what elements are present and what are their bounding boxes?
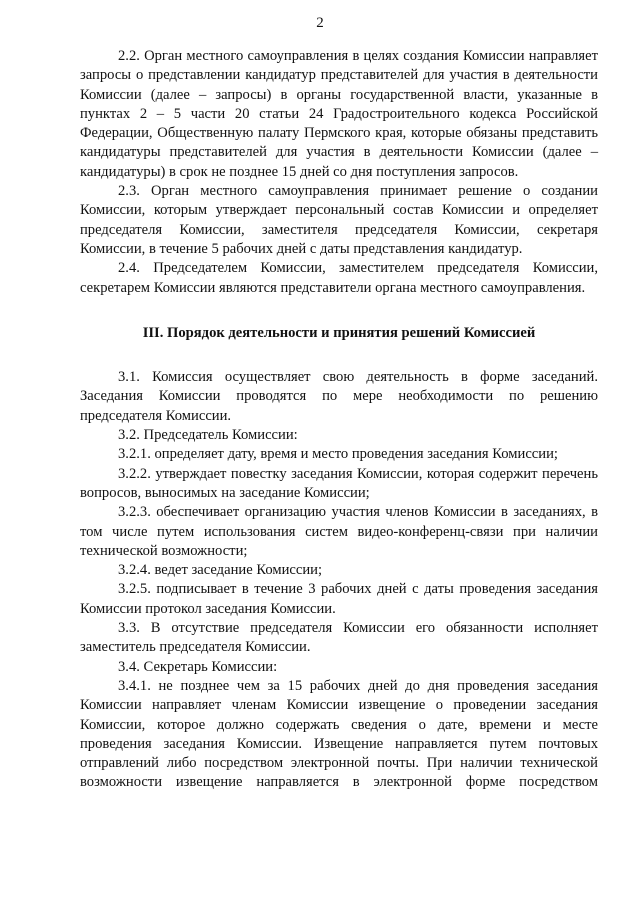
paragraph-3-2-1: 3.2.1. определяет дату, время и место проведения заседания Комиссии; [118, 446, 558, 463]
paragraph-3-2-3: 3.2.3. обеспечивает организацию участия членов Комиссии в заседаниях, в том числе путем использования систем видео-конференц-связи при наличии технической возможности; [80, 504, 598, 559]
paragraph-3-4: 3.4. Секретарь Комиссии: [118, 658, 278, 675]
paragraph-3-4-1: 3.4.1. не позднее чем за 15 рабочих дней до дня проведения заседания Комиссии направляет членам Комиссии извещение о проведении заседания Комиссии, которое должно содержать сведения о дате, времени и месте проведения заседания Комиссии. Извещение направляется путем почтовых отправлений либо посредством электронной почты. При наличии технической возможности извещение направляется в электронной форме посредством [80, 677, 598, 791]
paragraph-3-2-5: 3.2.5. подписывает в течение 3 рабочих дней с даты проведения заседания Комиссии протокол заседания Комиссии. [80, 581, 598, 617]
document-body [80, 47, 598, 793]
paragraph-3-2: 3.2. Председатель Комиссии: [118, 427, 298, 444]
section-3-heading: III. Порядок деятельности и принятия решений Комиссией [142, 324, 536, 341]
paragraph-2-3: 2.3. Орган местного самоуправления принимает решение о создании Комиссии, которым утверждает персональный состав Комиссии и определяет председателя Комиссии, заместителя председателя Комиссии, секретаря Комиссии, в течение 5 рабочих дней с даты представления кандидатур. [80, 183, 598, 257]
paragraph-3-2-4: 3.2.4. ведет заседание Комиссии; [118, 562, 323, 579]
paragraph-2-4: 2.4. Председателем Комиссии, заместителем председателя Комиссии, секретарем Комиссии являются представители органа местного самоуправления. [80, 260, 598, 296]
paragraph-2-2: 2.2. Орган местного самоуправления в целях создания Комиссии направляет запросы о представлении кандидатур представителей для участия в деятельности Комиссии (далее – запросы) в органы государственной власти, указанные в пунктах 2 – 5 части 20 статьи 24 Градостроительного кодекса Российской Федерации, Общественную палату Пермского края, которые обязаны представить кандидатуры представителей для участия в деятельности Комиссии (далее – кандидатуры) в срок не позднее 15 дней со дня поступления запросов. [80, 48, 598, 180]
paragraph-3-2-2: 3.2.2. утверждает повестку заседания Комиссии, которая содержит перечень вопросов, выносимых на заседание Комиссии; [80, 465, 598, 501]
paragraph-3-3: 3.3. В отсутствие председателя Комиссии его обязанности исполняет заместитель председателя Комиссии. [80, 620, 598, 656]
page-number: 2 [316, 15, 324, 31]
paragraph-3-1: 3.1. Комиссия осуществляет свою деятельность в форме заседаний. Заседания Комиссии проводятся по мере необходимости по решению председателя Комиссии. [80, 369, 598, 424]
